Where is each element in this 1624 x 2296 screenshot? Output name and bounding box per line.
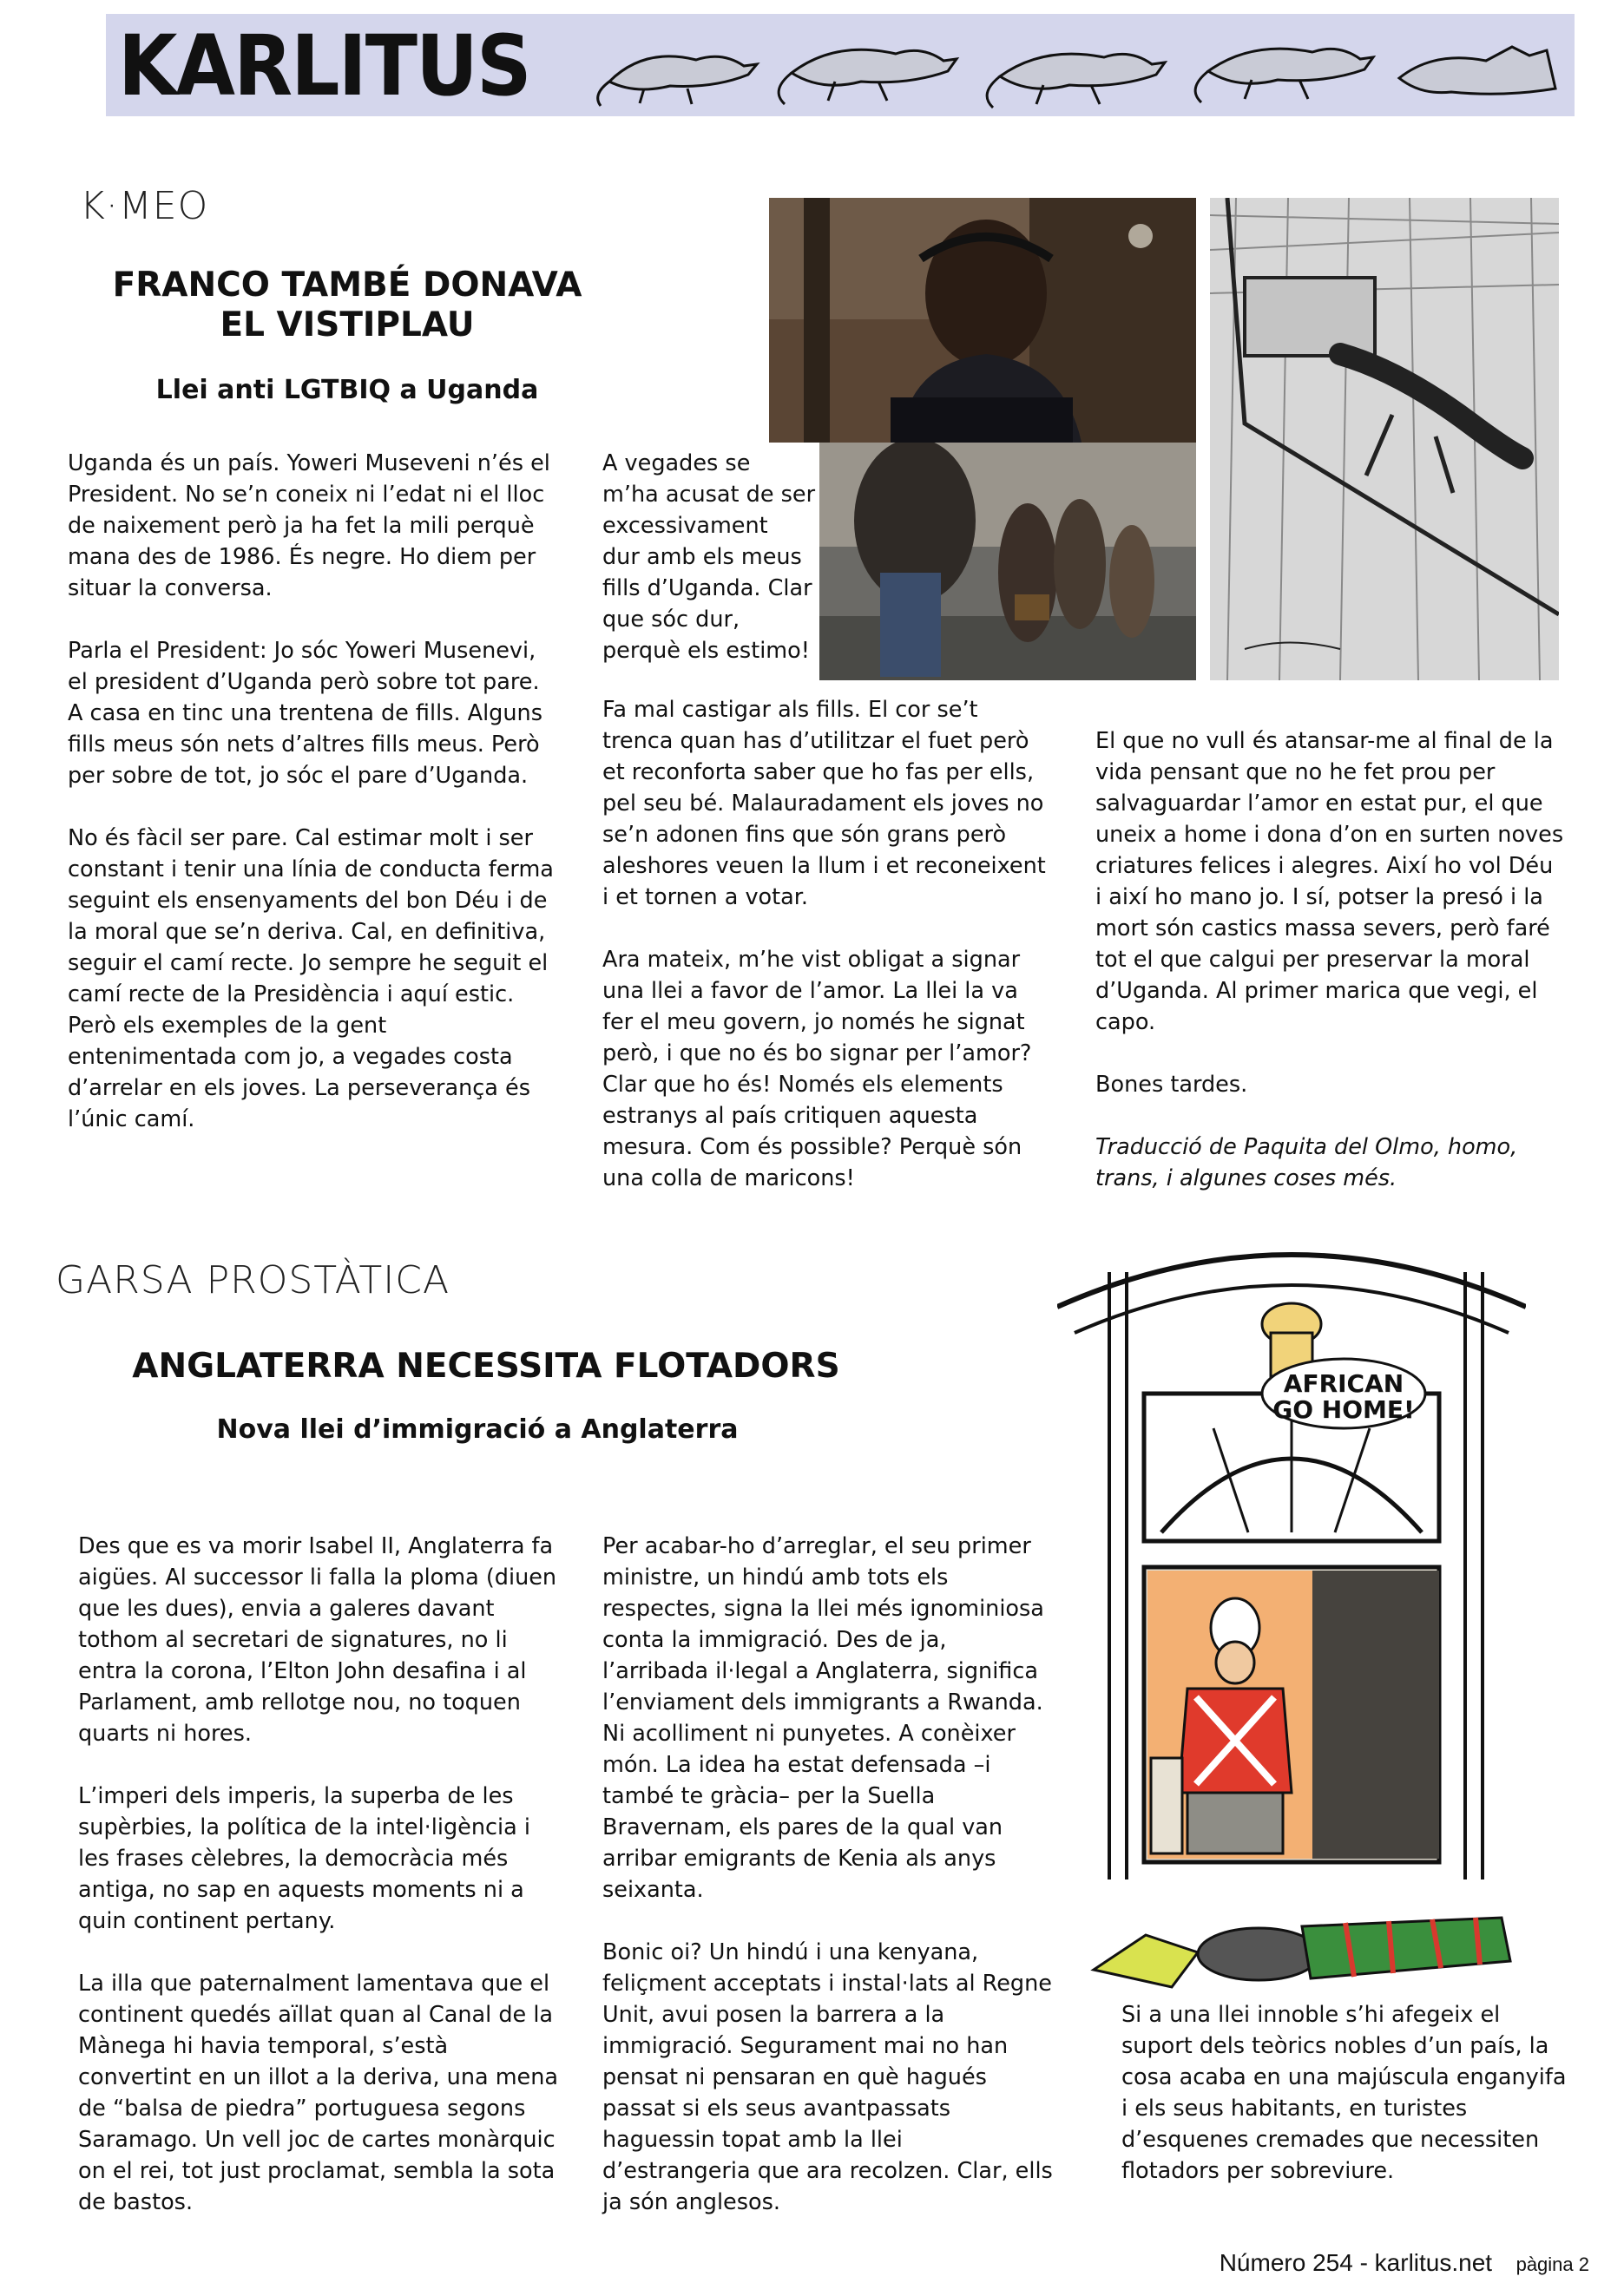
article1-col1-p2: Parla el President: Jo sóc Yoweri Musenevi, el president d’Uganda però sobre tot pare. A casa en tinc una trentena de fills. Alguns fills meus són nets d’altres fills meus. Però per sobre de tot, jo sóc el pare d’Uganda.	[68, 638, 542, 789]
article2-col1-p1: Des que es va morir Isabel II, Anglaterra fa aigües. Al successor li falla la ploma (diuen que les dues), envia a galeres davant tothom al secretari de signatures, no li entra la corona, l’Elton John desafina i al Parlament, amb rellotge nou, no toquen quarts ni hores.	[78, 1533, 557, 1747]
article1-column3	[1095, 725, 1564, 1194]
issue-info: Número 254 - karlitus.net	[1219, 2249, 1493, 2276]
article1-headline-line1: FRANCO TAMBÉ DONAVA	[112, 266, 582, 305]
article1-column2	[602, 694, 1054, 1194]
article2-column2	[602, 1531, 1054, 2218]
article2-column3	[1121, 1999, 1573, 2187]
speech-line-1: AFRICAN	[1283, 1369, 1404, 1398]
sketch-body-on-floor	[1210, 198, 1559, 680]
cartoon-guard-door	[1057, 1237, 1526, 1897]
article2-col1-p3: La illa que paternalment lamentava que el continent quedés aïllat quan al Canal de la Mànega hi havia temporal, s’està convertint en un illot a la deriva, una mena de “balsa de piedra” portuguesa segons Saramago. Un vell joc de cartes monàrquic on el rei, tot just proclamat, sembla la sota de bastos.	[78, 1971, 559, 2215]
article1-credit: Traducció de Paquita del Olmo, homo, trans, i algunes coses més.	[1095, 1134, 1518, 1191]
article1-headline-line2: EL VISTIPLAU	[220, 305, 475, 344]
article1-col2-p2: Ara mateix, m’he vist obligat a signar una llei a favor de l’amor. La llei la va fer el meu govern, jo només he signat però, i que no és bo signar per l’amor? Clar que ho és! Només els elements estranys al país critiquen aquesta mesura. Com és possible? Perquè són una colla de maricons!	[602, 947, 1032, 1191]
article1-col1-p1: Uganda és un país. Yoweri Museveni n’és el President. No se’n coneix ni l’edat ni el lloc de naixement però ja ha fet la mili perquè mana des de 1986. És negre. Ho diem per situar la conversa.	[68, 450, 550, 601]
article2-column1	[78, 1531, 564, 2218]
speech-line-2: GO HOME!	[1272, 1395, 1415, 1424]
article1-column1	[68, 448, 556, 1135]
intro-line: que sóc dur,	[602, 607, 740, 633]
article2-subhead: Nova llei d’immigració a Anglaterra	[216, 1414, 739, 1445]
article2-col2-p2: Bonic oi? Un hindú i una kenyana, feliçment acceptats i instal·lats al Regne Unit, avui posen la barrera a la immigració. Segurament mai no han pensat ni pensaran en què hagués passat si els seus avantpassats haguessin topat amb la llei d’estrangeria que ara recolzen. Clar, ells ja són anglesos.	[602, 1939, 1053, 2215]
intro-line: A vegades se	[602, 450, 751, 476]
section-label-kmeo: K·MEO	[80, 184, 209, 228]
page-number: pàgina 2	[1516, 2253, 1589, 2275]
article2-col1-p2: L’imperi dels imperis, la superba de les supèrbies, la política de la intel·ligència i les frases cèlebres, la democràcia més antiga, no sap en aquests moments ni a quin continent pertany.	[78, 1783, 530, 1934]
photo-children	[819, 443, 1196, 680]
article1-col2-p1: Fa mal castigar als fills. El cor se’t trenca quan has d’utilitzar el fuet però et reconforta saber que ho fas per ells, pel seu bé. Malauradament els joves no se’n adonen fins que són grans però aleshores veuen la llum i et reconeixent i et tornen a votar.	[602, 697, 1046, 910]
masthead	[106, 14, 1575, 116]
rats-illustration	[592, 21, 1564, 111]
intro-line: excessivament	[602, 513, 768, 539]
intro-line: m’ha acusat de ser	[602, 482, 816, 508]
article2-col2-p1: Per acabar-ho d’arreglar, el seu primer ministre, un hindú amb tots els respectes, signa la llei més ignominiosa conta la immigració. Des de ja, l’arribada il·legal a Anglaterra, significa l’enviament dels immigrants a Rwanda. Ni acolliment ni punyetes. A conèixer món. La idea ha estat defensada –i també te gràcia– per la Suella Bravernam, els pares de la qual van arribar emigrants de Kenia als anys seixanta.	[602, 1533, 1044, 1903]
section-label-garsa: GARSA PROSTÀTICA	[56, 1258, 450, 1302]
intro-line: perquè els estimo!	[602, 638, 810, 664]
intro-line: fills d’Uganda. Clar	[602, 575, 812, 601]
article2-headline: ANGLATERRA NECESSITA FLOTADORS	[132, 1347, 840, 1386]
page-footer	[1220, 2249, 1589, 2277]
article1-column2-intro	[602, 448, 819, 666]
article1-col3-p2: Bones tardes.	[1095, 1072, 1248, 1098]
photo-president	[769, 198, 1196, 443]
masthead-title: KARLITUS	[118, 17, 530, 115]
article1-col1-p3: No és fàcil ser pare. Cal estimar molt i ser constant i tenir una línia de conducta ferma seguint els ensenyaments del bon Déu i de la moral que se’n deriva. Cal, en definitiva, seguir el camí recte. Jo sempre he seguit el camí recte de la Presidència i aquí estic. Però els exemples de la gent entenimentada com jo, a vegades costa d’arrelar en els joves. La perseverança és l’únic camí.	[68, 825, 554, 1132]
intro-line: dur amb els meus	[602, 544, 802, 570]
article1-headline	[52, 266, 642, 345]
article2-col3-p1: Si a una llei innoble s’hi afegeix el suport dels teòrics nobles d’un país, la cosa acaba en una majúscula enganyifa i els seus habitants, en turistes d’esquenes cremades que necessiten flotadors per sobreviure.	[1121, 2002, 1567, 2184]
cartoon-body-on-beach	[1085, 1900, 1519, 1996]
article1-subhead: Llei anti LGTBIQ a Uganda	[155, 375, 539, 405]
article1-col3-p1: El que no vull és atansar-me al final de la vida pensant que no he fet prou per salvaguardar l’amor en estat pur, el que uneix a home i dona d’on en surten noves criatures felices i alegres. Així ho vol Déu i així ho mano jo. I sí, potser la presó i la mort són castics massa severs, però faré tot el que calgui per preservar la moral d’Uganda. Al primer marica que vegi, el capo.	[1095, 728, 1564, 1035]
